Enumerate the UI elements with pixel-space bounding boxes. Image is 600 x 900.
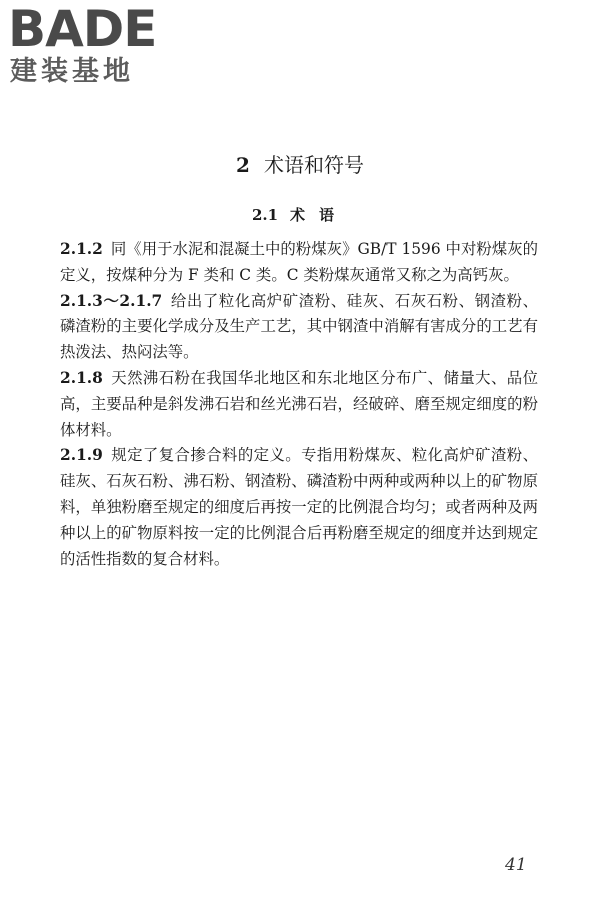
logo-brand: BADE [8,0,157,58]
clause-list [60,237,538,572]
clause-text: 同《用于水泥和混凝土中的粉煤灰》GB/T 1596 中对粉煤灰的定义，按煤种分为 F 类和 C 类。C 类粉煤灰通常又称之为高钙灰。 [60,240,538,284]
logo-subtitle: 建装基地 [10,56,134,87]
clause-number: 2.1.3～2.1.7 [60,291,163,310]
logo [8,0,183,94]
section-title-text: 术语 [290,206,349,224]
clause-paragraph [60,237,538,289]
clause-paragraph [60,289,538,366]
clause-number: 2.1.8 [60,368,103,387]
section-number: 2.1 [251,206,279,224]
clause-text: 天然沸石粉在我国华北地区和东北地区分布广、储量大、品位高，主要品种是斜发沸石岩和丝光沸石岩，经破碎、磨至规定细度的粉体材料。 [60,368,538,439]
clause-number: 2.1.9 [60,446,103,465]
chapter-title [0,151,600,179]
clause-paragraph [60,443,538,572]
clause-number: 2.1.2 [60,240,103,258]
clause-text: 给出了粒化高炉矿渣粉、硅灰、石灰石粉、钢渣粉、磷渣粉的主要化学成分及生产工艺，其中钢渣中消解有害成分的工艺有热泼法、热闷法等。 [60,291,538,362]
chapter-title-text: 术语和符号 [263,153,364,177]
clause-text: 规定了复合掺合料的定义。专指用粉煤灰、粒化高炉矿渣粉、硅灰、石灰石粉、沸石粉、钢渣粉、磷渣粉中两种或两种以上的矿物原料，单独粉磨至规定的细度后再按一定的比例混合均匀；或者两种及两种以上的矿物原料按一定的比例混合后再粉磨至规定的细度并达到规定的活性指数的复合材料。 [60,446,538,568]
section-title [0,204,600,226]
chapter-number: 2 [236,153,250,177]
page-number: 41 [505,855,527,875]
clause-paragraph [60,366,538,443]
